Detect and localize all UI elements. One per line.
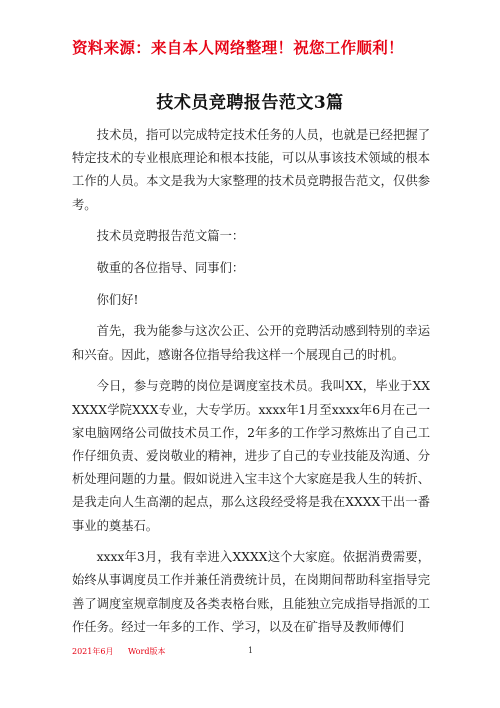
document-title: 技术员竞聘报告范文3篇 (156, 93, 344, 113)
body-paragraph: 今日，参与竞聘的岗位是调度室技术员。我叫XX，毕业于XXXXXX学院XXX专业，大专学历。xxxx年1月至xxxx年6月在己一家电脑网络公司做技术员工作，2年多的工作学习熬炼出了自己工作仔细负责、爱岗敬业的精神，进步了自己的专业技能及沟通、分析处理问题的力量。假如说进入宝丰这个大家庭是我人生的转折、是我走向人生高潮的起点，那么这段经受将是我在XXXX干出一番事业的奠基石。 (72, 379, 430, 533)
section-heading: 技术员竞聘报告范文篇一： (96, 229, 245, 244)
page-footer (72, 646, 430, 660)
page-number: 1 (248, 646, 254, 655)
greeting: 你们好! (96, 292, 139, 307)
document-body (72, 124, 430, 639)
intro-paragraph: 技术员，指可以完成特定技术任务的人员，也就是已经把握了特定技术的专业根底理论和根本技能，可以从事该技术领域的根本工作的人员。本文是我为大家整理的技术员竞聘报告范文，仅供参考。 (72, 128, 430, 212)
source-banner: 资料来源：来自本人网络整理！祝您工作顺利！ (72, 38, 404, 57)
body-paragraph: xxxx年3月，我有幸进入XXXX这个大家庭。依据消费需要，始终从事调度员工作并兼任消费统计员，在岗期间帮助科室指导完善了调度室规章制度及各类表格台账，且能独立完成指导指派的工作任务。经过一年多的工作、学习，以及在矿指导及教师傅们 (72, 550, 430, 634)
salutation: 敬重的各位指导、同事们： (96, 261, 245, 276)
footer-version: Word版本 (128, 647, 166, 656)
footer-date: 2021年6月 (72, 647, 114, 656)
body-paragraph: 首先，我为能参与这次公正、公开的竞聘活动感到特别的幸运和兴奋。因此，感谢各位指导给我这样一个展现自己的时机。 (72, 324, 430, 362)
